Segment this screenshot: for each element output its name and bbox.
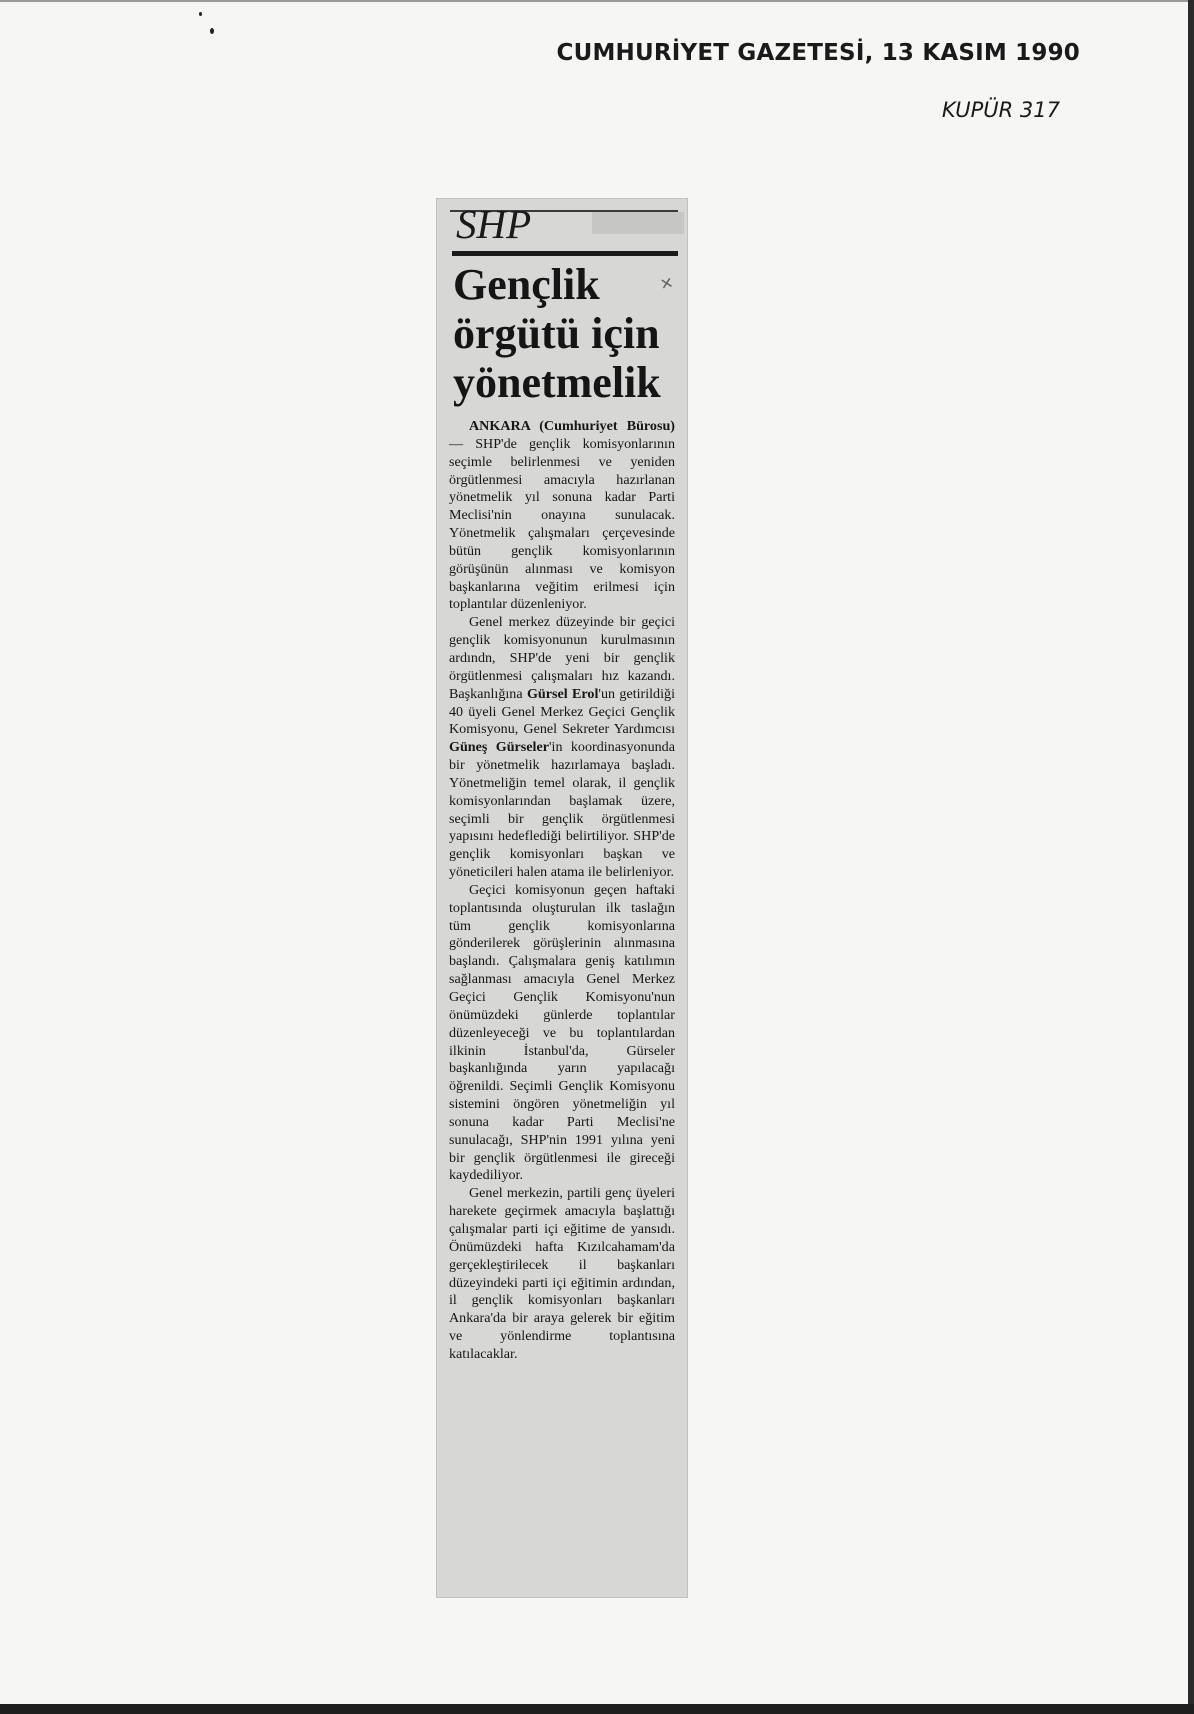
newspaper-clipping	[436, 198, 688, 1598]
section-tag-text: SHP	[456, 201, 532, 247]
article-headline	[453, 260, 688, 407]
scan-speck	[199, 12, 202, 16]
dateline: ANKARA (Cumhuriyet Bürosu)	[469, 418, 675, 434]
scan-edge-bottom	[0, 1704, 1194, 1714]
person-name: Güneş Gürseler	[449, 739, 549, 756]
article-paragraph	[449, 614, 675, 882]
article-paragraph: Geçici komisyonun geçen haftaki toplantısında oluşturulan ilk taslağın tüm gençlik komisyonlarına gönderilerek görüşlerinin alınmasına başlandı. Çalışmalara geniş katılımın sağlanması amacıyla Genel Merkez Geçici Gençlik Komisyonu'nun önümüzdeki günlerde toplantılar düzenleyeceği ve bu toplantılardan ilkinin İstanbul'da, Gürseler başkanlığında yarın yapılacağı öğrenildi. Seçimli Gençlik Komisyonu sistemini öngören yönetmeliğin yıl sonuna kadar Parti Meclisi'ne sunulacağı, SHP'nin 1991 yılına yeni bir gençlik örgütlenmesi ile gireceği kaydediliyor.	[449, 881, 675, 1184]
headline-line: örgütü için	[453, 309, 660, 358]
section-rule	[452, 251, 678, 256]
person-name: Gürsel Erol	[526, 685, 599, 702]
article-paragraph	[449, 418, 675, 614]
paragraph-text: 'in koordinasyonunda bir yönetmelik hazırlamaya başladı. Yönetmeliğin temel olarak, il gençlik komisyonlarından başlamak üzere, seçimli bir gençlik örgütlenmesi yapısını hedeflediği belirtiliyor. SHP'de gençlik komisyonları başkan ve yöneticileri halen atama ile belirleniyor.	[449, 739, 675, 881]
scan-edge-right	[1188, 0, 1194, 1714]
clipping-stain	[592, 212, 684, 234]
paragraph-text: 'un getirildiği 40 üyeli Genel Merkez Geçici Gençlik Komisyonu, Genel Sekreter Yardımcısı	[449, 685, 675, 738]
headline-line: Gençlik	[453, 260, 600, 309]
newspaper-date-header: CUMHURİYET GAZETESİ, 13 KASIM 1990	[556, 40, 1080, 66]
article-paragraph: Genel merkezin, partili genç üyeleri harekete geçirmek amacıyla başlattığı çalışmalar parti içi eğitime de yansıdı. Önümüzdeki hafta Kızılcahamam'da gerçekleştirilecek il başkanları düzeyindeki parti içi eğitimin ardından, il gençlik komisyonları başkanları Ankara'da bir araya gelerek bir eğitim ve yönlendirme toplantısına katılacaklar.	[449, 1185, 675, 1362]
paragraph-text: Genel merkez düzeyinde bir geçici gençlik komisyonunun kurulmasının ardındn, SHP'de yeni bir gençlik örgütlenmesi çalışmaları hız kazandı. Başkanlığına	[449, 614, 675, 702]
article-body	[449, 418, 675, 1364]
headline-line: yönetmelik	[453, 358, 661, 407]
section-tag	[456, 201, 532, 247]
scan-edge-top	[0, 0, 1194, 2]
scan-speck	[210, 28, 214, 34]
paragraph-text: — SHP'de gençlik komisyonlarının seçimle belirlenmesi ve yeniden örgütlenmesi amacıyla hazırlanan yönetmelik yıl sonuna kadar Parti Meclisi'nin onayına sunulacak. Yönetmelik çalışmaları çerçevesinde bütün gençlik komisyonlarının görüşünün alınması ve komisyon başkanlarına veğitim erilmesi için toplantılar düzenleniyor.	[449, 435, 675, 613]
pen-mark-icon: ✕	[658, 272, 676, 295]
clipping-number: KUPÜR 317	[941, 98, 1060, 122]
